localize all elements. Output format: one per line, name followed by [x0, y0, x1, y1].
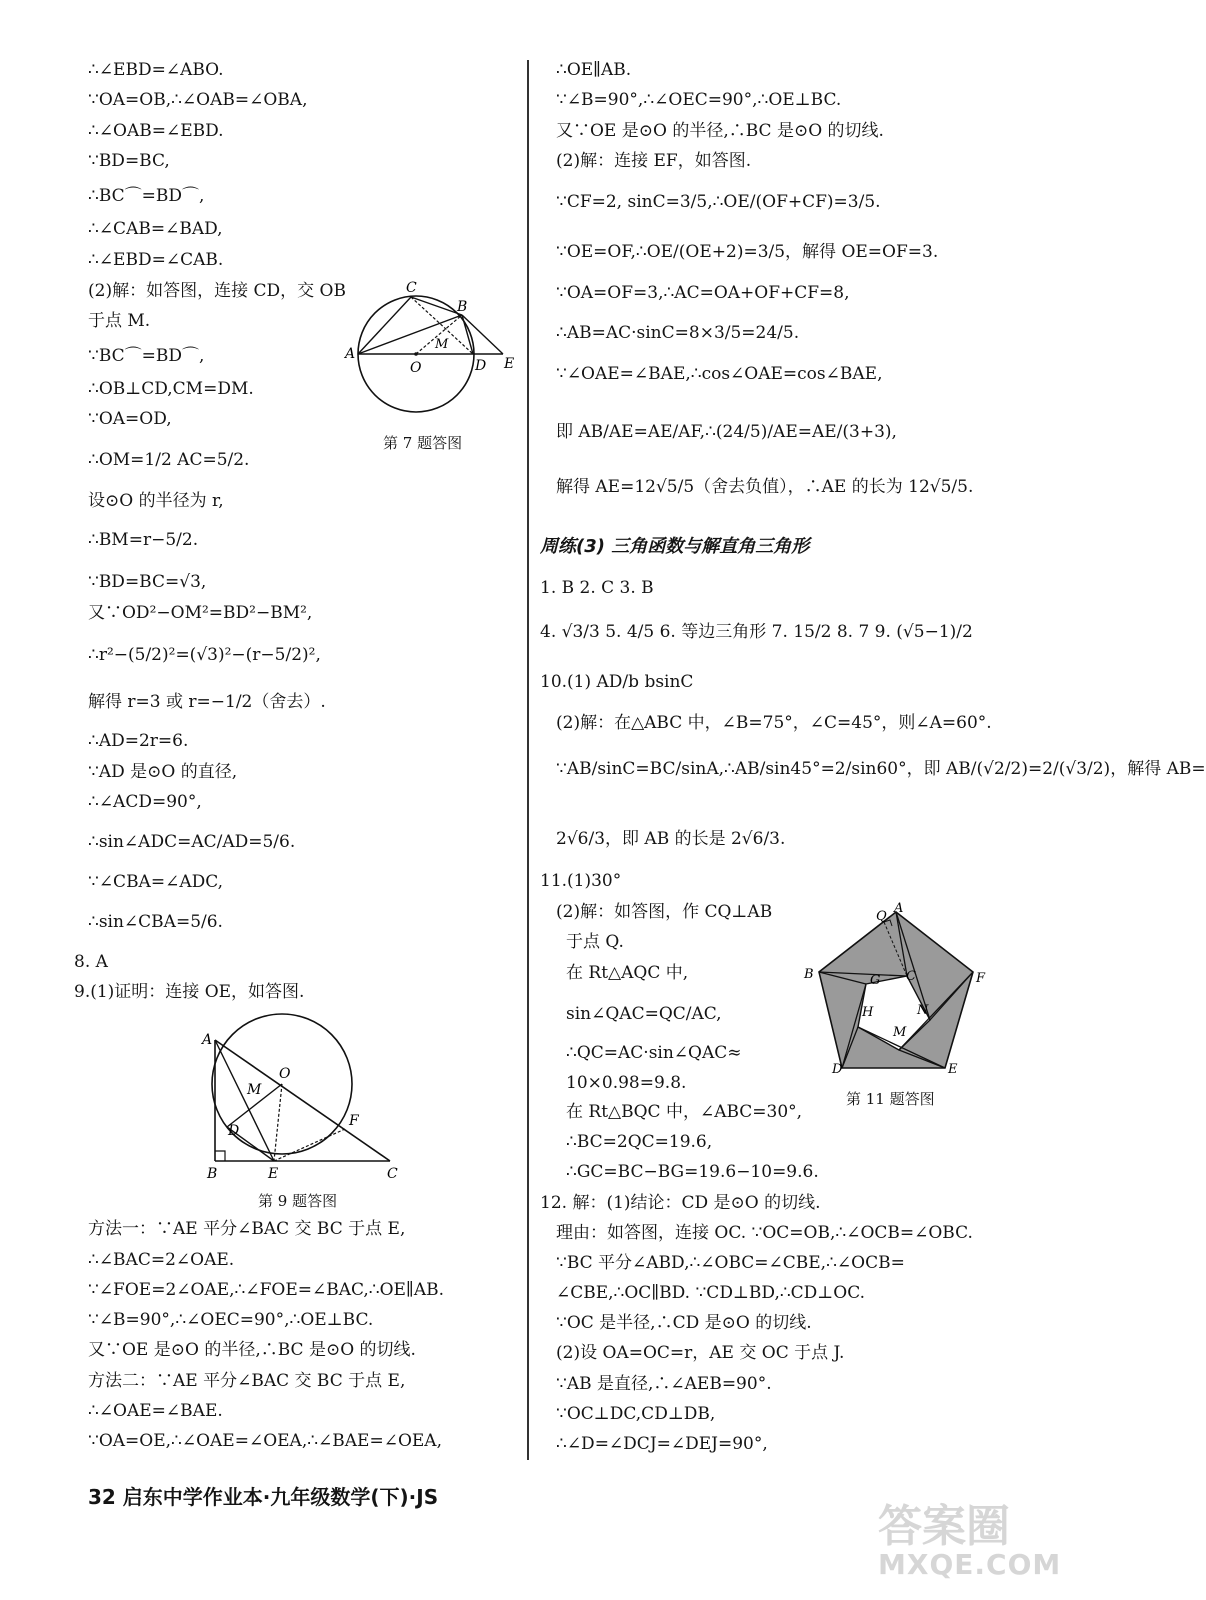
text-line: 在 Rt△BQC 中，∠ABC=30°, — [566, 1102, 803, 1122]
text-line: 在 Rt△AQC 中, — [566, 963, 689, 983]
text-line: 理由：如答图，连接 OC. ∵OC=OB,∴∠OCB=∠OBC. — [556, 1223, 973, 1243]
text-line: 10.(1) AD/b bsinC — [540, 672, 694, 692]
text-line: ∵AB/sinC=BC/sinA,∴AB/sin45°=2/sin60°，即 AB/(√2/2)=2/(√3/2)，解得 AB= — [556, 759, 1206, 779]
svg-text:M: M — [893, 1025, 907, 1040]
text-line: 8. A — [74, 952, 108, 972]
text-line: (2)解：连接 EF，如答图. — [556, 151, 752, 171]
text-line: 又∵OD²−OM²=BD²−BM², — [88, 603, 313, 623]
text-line: ∵∠OAE=∠BAE,∴cos∠OAE=cos∠BAE, — [556, 364, 883, 384]
svg-text:B: B — [804, 967, 814, 982]
text-line: ∵∠FOE=2∠OAE,∴∠FOE=∠BAC,∴OE∥AB. — [88, 1280, 444, 1300]
text-line: ∴r²−(5/2)²=(√3)²−(r−5/2)², — [88, 645, 321, 665]
text-line: ∴∠ACD=90°, — [88, 792, 202, 812]
text-line: ∴BC=2QC=19.6, — [566, 1132, 713, 1152]
text-line: 方法一：∵AE 平分∠BAC 交 BC 于点 E, — [88, 1219, 406, 1239]
svg-text:O: O — [279, 1066, 291, 1082]
text-line: 又∵OE 是⊙O 的半径,∴BC 是⊙O 的切线. — [88, 1340, 416, 1360]
text-line: 9.(1)证明：连接 OE，如答图. — [74, 982, 305, 1002]
svg-text:A: A — [202, 1032, 213, 1048]
column-divider — [527, 60, 529, 1460]
watermark-logo-text: 答案圈 — [878, 1501, 1010, 1552]
page-footer: 32 启东中学作业本·九年级数学(下)·JS — [88, 1485, 439, 1509]
text-line: ∵∠B=90°,∴∠OEC=90°,∴OE⊥BC. — [88, 1310, 374, 1330]
text-line: 12. 解：(1)结论：CD 是⊙O 的切线. — [540, 1193, 821, 1213]
svg-text:C: C — [906, 969, 916, 984]
text-line: ∴BC⌒=BD⌒, — [88, 186, 205, 206]
svg-text:E: E — [504, 356, 515, 372]
figure-9-diagram — [198, 1028, 408, 1184]
text-line: ∴∠EBD=∠CAB. — [88, 250, 224, 270]
svg-text:H: H — [862, 1005, 874, 1020]
text-line: 10×0.98=9.8. — [566, 1073, 687, 1093]
svg-text:F: F — [349, 1113, 359, 1129]
text-line: ∴∠D=∠DCJ=∠DEJ=90°, — [556, 1434, 768, 1454]
svg-text:G: G — [870, 973, 881, 988]
text-line: ∴QC=AC·sin∠QAC≈ — [566, 1043, 742, 1063]
text-line: 2√6/3，即 AB 的长是 2√6/3. — [556, 829, 786, 849]
svg-text:D: D — [228, 1123, 240, 1139]
figure-7-diagram — [338, 278, 523, 428]
svg-text:O: O — [410, 360, 422, 376]
svg-text:B: B — [457, 299, 468, 315]
text-line: (2)解：在△ABC 中，∠B=75°，∠C=45°，则∠A=60°. — [556, 713, 992, 733]
text-line: ∠CBE,∴OC∥BD. ∵CD⊥BD,∴CD⊥OC. — [556, 1283, 866, 1303]
text-line: 设⊙O 的半径为 r, — [88, 491, 224, 511]
text-line: ∵∠CBA=∠ADC, — [88, 872, 224, 892]
svg-text:M: M — [435, 337, 449, 352]
figure-11-caption: 第 11 题答图 — [846, 1090, 935, 1108]
svg-text:F: F — [976, 971, 986, 986]
text-line: 解得 r=3 或 r=−1/2（舍去）. — [88, 692, 326, 712]
text-line: ∴∠EBD=∠ABO. — [88, 60, 224, 80]
text-line: ∴OB⊥CD,CM=DM. — [88, 379, 254, 399]
text-line: 4. √3/3 5. 4/5 6. 等边三角形 7. 15/2 8. 7 9. (√5−1)/2 — [540, 622, 973, 642]
figure-11-diagram — [800, 900, 998, 1080]
text-line: ∵CF=2, sinC=3/5,∴OE/(OF+CF)=3/5. — [556, 192, 881, 212]
svg-text:D: D — [832, 1062, 843, 1077]
text-line: ∴OM=1/2 AC=5/2. — [88, 450, 250, 470]
svg-text:M: M — [247, 1082, 262, 1098]
svg-text:Q: Q — [876, 909, 887, 924]
svg-text:A: A — [345, 346, 356, 362]
text-line: ∴∠OAB=∠EBD. — [88, 121, 224, 141]
watermark-url: MXQE.COM — [878, 1548, 1062, 1581]
text-line: 1. B 2. C 3. B — [540, 578, 654, 598]
text-line: ∴AB=AC·sinC=8×3/5=24/5. — [556, 323, 800, 343]
text-line: 11.(1)30° — [540, 871, 622, 891]
text-line: (2)解：如答图，作 CQ⊥AB — [556, 902, 773, 922]
svg-text:A: A — [894, 901, 904, 916]
text-line: ∴AD=2r=6. — [88, 731, 189, 751]
text-line: ∵∠B=90°,∴∠OEC=90°,∴OE⊥BC. — [556, 90, 842, 110]
text-line: ∵OE=OF,∴OE/(OE+2)=3/5，解得 OE=OF=3. — [556, 242, 939, 262]
text-line: ∵AD 是⊙O 的直径, — [88, 762, 238, 782]
figure-9-caption: 第 9 题答图 — [258, 1192, 338, 1210]
text-line: ∴sin∠ADC=AC/AD=5/6. — [88, 832, 296, 852]
svg-text:C: C — [387, 1166, 398, 1182]
text-line: ∴sin∠CBA=5/6. — [88, 912, 223, 932]
figure-7-caption: 第 7 题答图 — [383, 434, 463, 452]
text-line: ∵BC 平分∠ABD,∴∠OBC=∠CBE,∴∠OCB= — [556, 1253, 905, 1273]
text-line: ∴GC=BC−BG=19.6−10=9.6. — [566, 1162, 819, 1182]
text-line: (2)设 OA=OC=r，AE 交 OC 于点 J. — [556, 1343, 845, 1363]
svg-text:C: C — [406, 280, 417, 296]
text-line: ∵OA=OD, — [88, 409, 172, 429]
text-line: sin∠QAC=QC/AC, — [566, 1004, 722, 1024]
text-line: ∵OA=OF=3,∴AC=OA+OF+CF=8, — [556, 283, 850, 303]
text-line: ∵BD=BC=√3, — [88, 572, 207, 592]
svg-text:E: E — [268, 1166, 279, 1182]
svg-text:E: E — [948, 1062, 958, 1077]
svg-text:N: N — [917, 1003, 929, 1018]
text-line: ∵BD=BC, — [88, 151, 170, 171]
text-line: ∴OE∥AB. — [556, 60, 632, 80]
text-line: 于点 Q. — [566, 932, 624, 952]
text-line: ∴∠OAE=∠BAE. — [88, 1401, 223, 1421]
section-heading: 周练(3) 三角函数与解直角三角形 — [540, 536, 810, 557]
text-line: ∵OC⊥DC,CD⊥DB, — [556, 1404, 716, 1424]
text-line: ∴∠BAC=2∠OAE. — [88, 1250, 235, 1270]
text-line: 解得 AE=12√5/5（舍去负值），∴AE 的长为 12√5/5. — [556, 477, 974, 497]
svg-text:B: B — [207, 1166, 218, 1182]
text-line: 即 AB/AE=AE/AF,∴(24/5)/AE=AE/(3+3), — [556, 422, 897, 442]
text-line: (2)解：如答图，连接 CD，交 OB — [88, 281, 346, 301]
svg-text:D: D — [475, 358, 487, 374]
text-line: 又∵OE 是⊙O 的半径,∴BC 是⊙O 的切线. — [556, 121, 884, 141]
text-line: ∵OC 是半径,∴CD 是⊙O 的切线. — [556, 1313, 812, 1333]
text-line: ∵OA=OB,∴∠OAB=∠OBA, — [88, 90, 308, 110]
text-line: ∴∠CAB=∠BAD, — [88, 219, 223, 239]
text-line: ∵OA=OE,∴∠OAE=∠OEA,∴∠BAE=∠OEA, — [88, 1431, 442, 1451]
text-line: ∴BM=r−5/2. — [88, 530, 199, 550]
text-line: ∵AB 是直径,∴∠AEB=90°. — [556, 1374, 772, 1394]
text-line: 方法二：∵AE 平分∠BAC 交 BC 于点 E, — [88, 1371, 406, 1391]
text-line: 于点 M. — [88, 311, 151, 331]
text-line: ∵BC⌒=BD⌒, — [88, 346, 205, 366]
